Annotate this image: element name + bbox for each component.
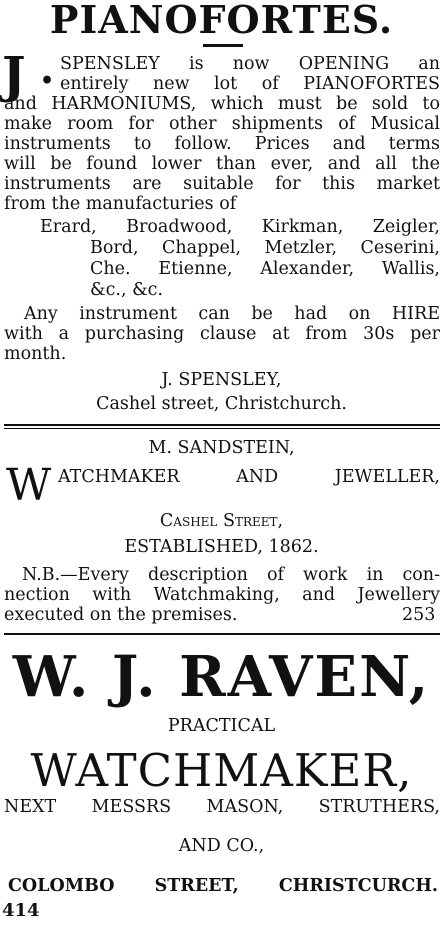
ad2-established: ESTABLISHED, 1862. [124,537,319,557]
ad1-line-1: SPENSLEY is now OPENING an [60,54,440,74]
ad2-trade: ATCHMAKER AND JEWELLER, [58,467,440,487]
ad2-note-3: executed on the premises. [4,605,238,625]
ad3-address: COLOMBO STREET, CHRISTCURCH. [8,876,438,896]
ad2-note-1: N.B.—Every description of work in con- [22,565,440,585]
ad1-signature: J. SPENSLEY, [161,370,282,390]
ad3-trade: WATCHMAKER, [30,744,413,797]
hire-line-3: month. [4,344,67,364]
hire-line-2: with a purchasing clause at from 30s per [4,324,440,344]
ad3-name: W. J. RAVEN, [12,644,431,710]
ad1-line-2: entirely new lot of PIANOFORTES [60,74,440,94]
ad1-line-8: from the manufacturies of [4,194,237,214]
section-divider-2 [4,633,440,635]
ad1-title: PIANOFORTES. [49,0,394,42]
ad3-practical: PRACTICAL [167,716,276,736]
makers-line-4: &c., &c. [90,280,164,300]
ad1-line-5: instruments to follow. Prices and terms [4,134,440,154]
section-divider-thin [4,428,440,429]
makers-line-3: Che. Etienne, Alexander, Wallis, [90,259,440,279]
page-number: 414 [2,900,40,921]
ad2-street: Cashel Street, [159,511,284,531]
ad1-address: Cashel street, Christchurch. [96,394,347,414]
ad1-dropcap: J [2,45,26,104]
makers-line-1: Erard, Broadwood, Kirkman, Zeigler, [40,217,440,237]
ad2-dropcap: W [6,460,52,511]
makers-line-2: Bord, Chappel, Metzler, Ceserini, [90,238,440,258]
ad2-name: M. SANDSTEIN, [148,438,295,458]
section-divider [4,424,440,426]
ad3-co: AND CO., [178,836,265,856]
hire-line-1: Any instrument can be had on HIRE [24,304,440,324]
ad3-next: NEXT MESSRS MASON, STRUTHERS, [4,797,440,817]
ad1-line-7: instruments are suitable for this market [4,174,440,194]
ad1-line-3: and HARMONIUMS, which must be sold to [4,94,440,114]
ad2-note-2: nection with Watchmaking, and Jewellery [4,585,440,605]
dropcap-period: • [40,68,55,94]
short-divider [203,44,243,47]
ad1-line-4: make room for other shipments of Musical [4,114,440,134]
ad2-ref: 253 [402,605,436,625]
ad1-line-6: will be found lower than ever, and all the [4,154,440,174]
